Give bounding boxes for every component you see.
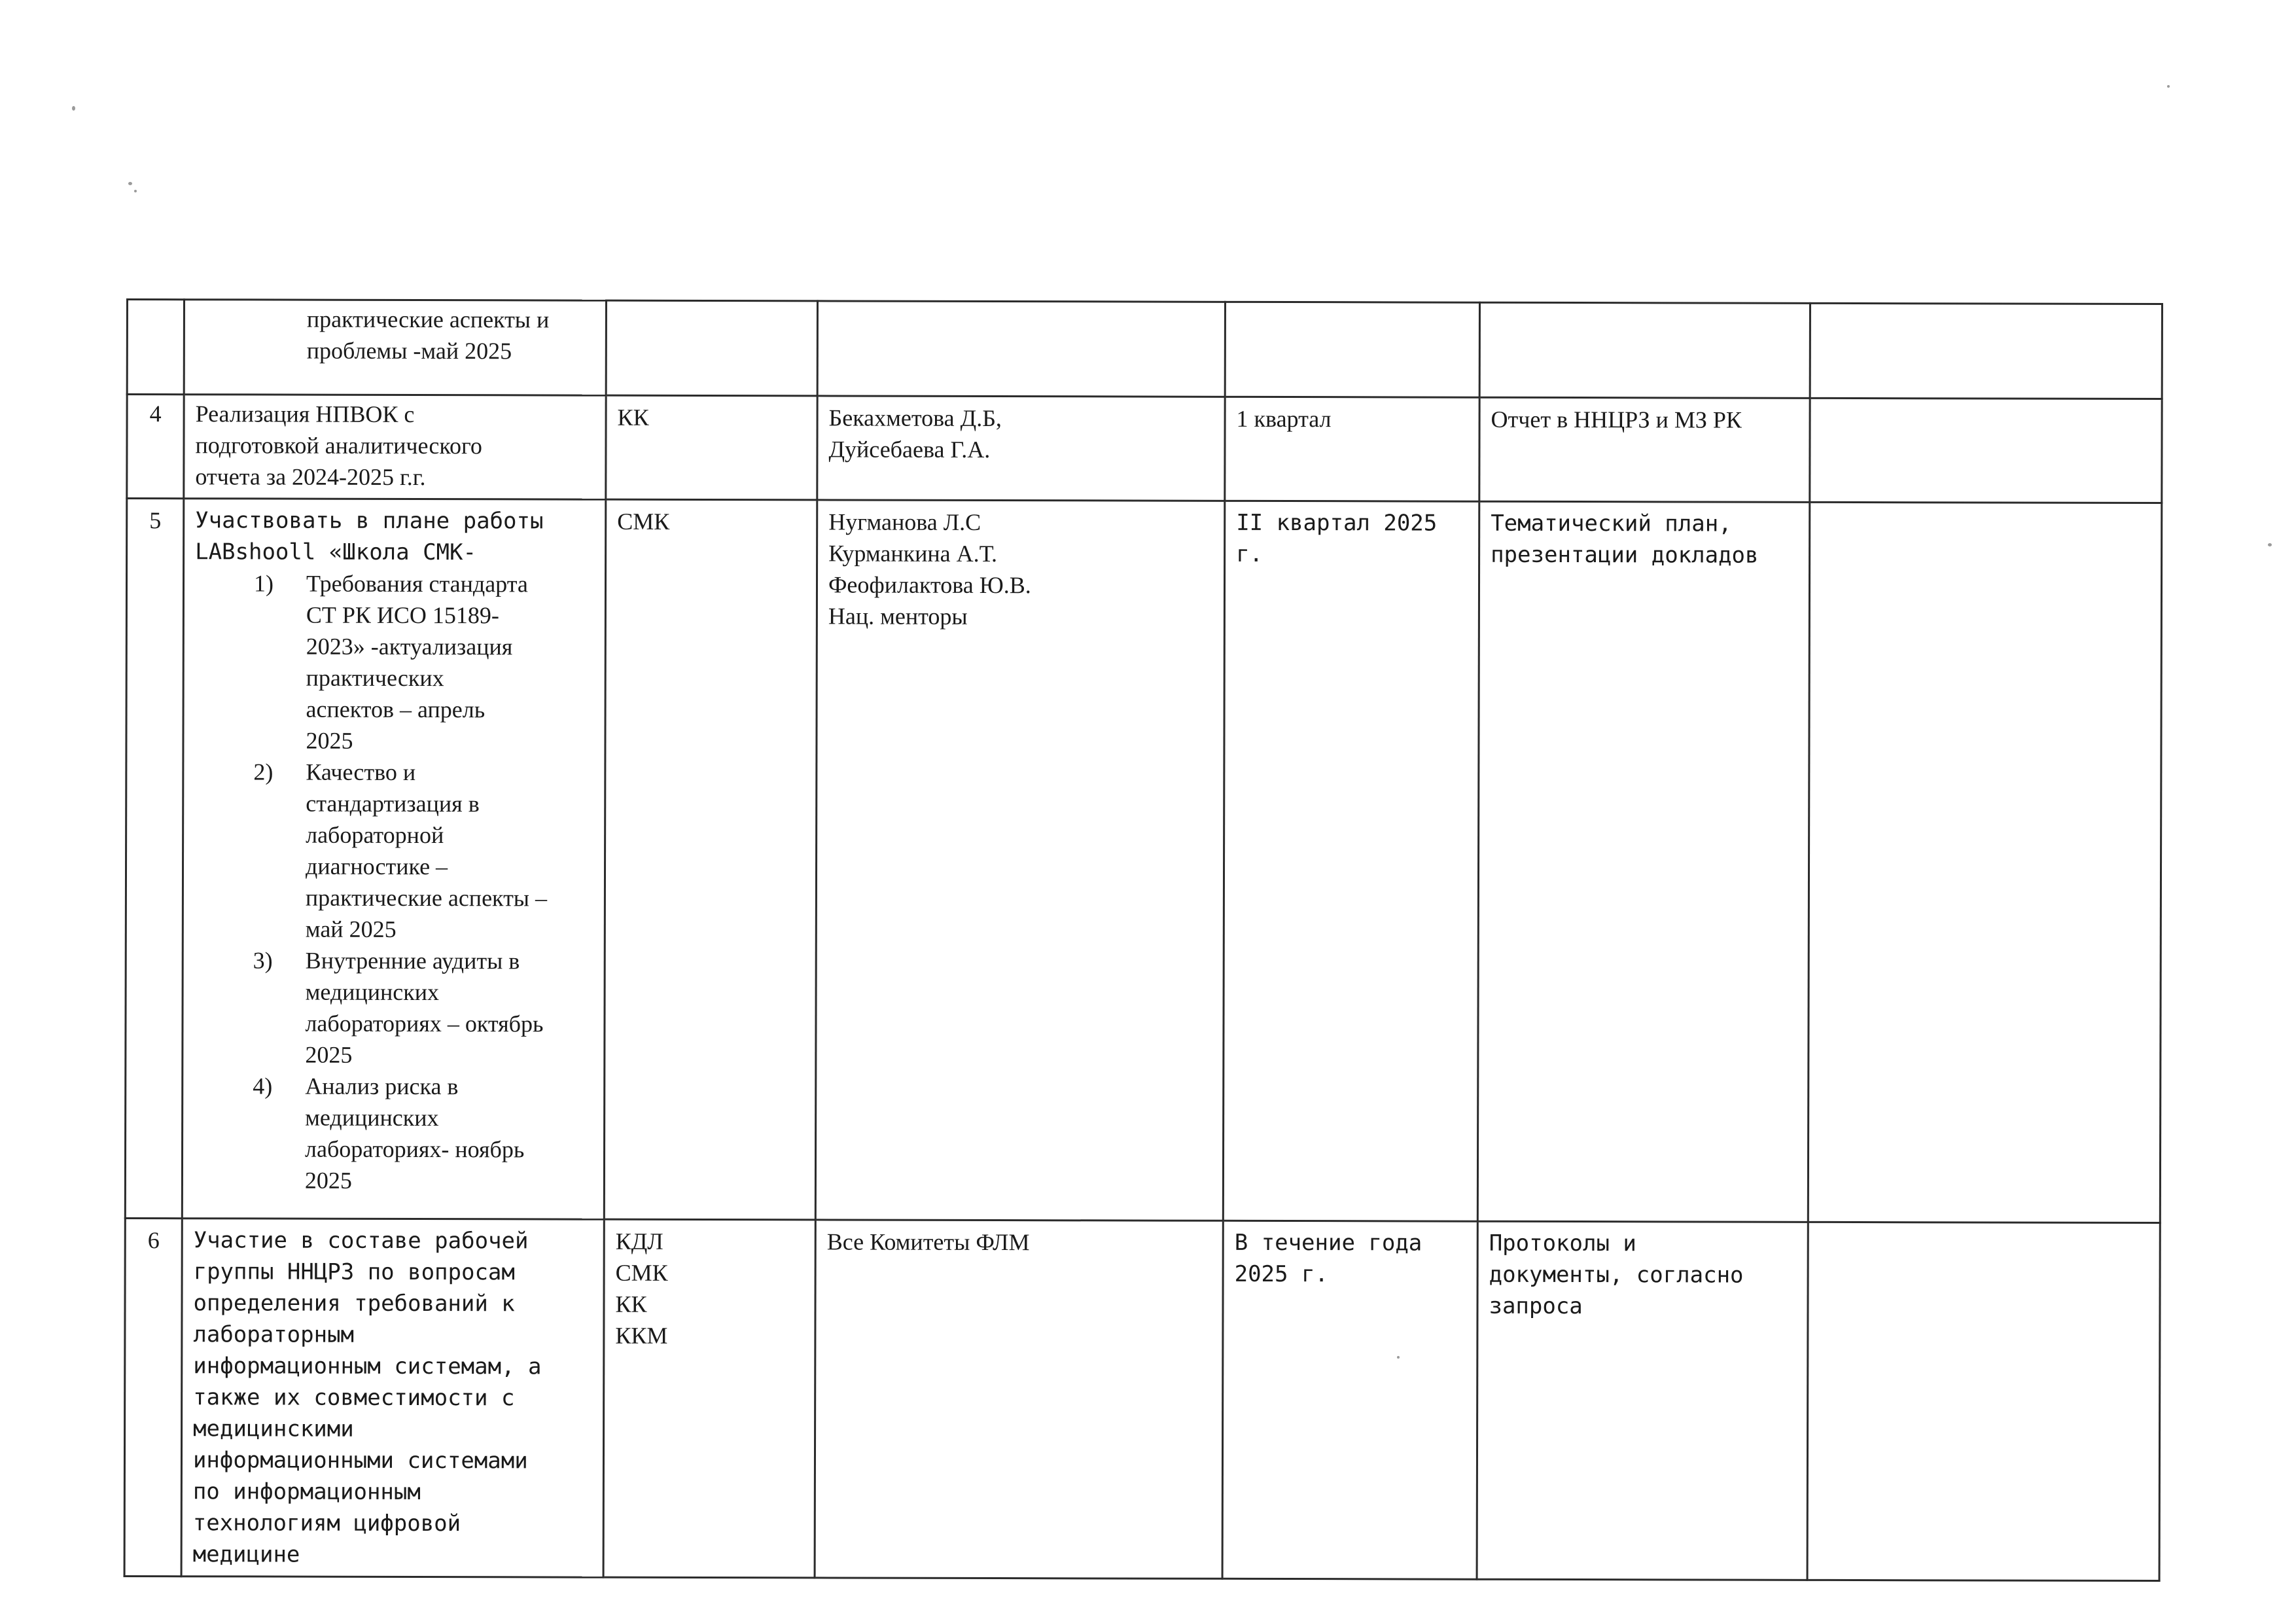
executor-name: Феофилактова Ю.В. <box>828 571 1031 599</box>
school-topics-list <box>194 567 594 1196</box>
executor-name: Курманкина А.Т. <box>828 540 998 567</box>
cell-num: 5 <box>125 499 183 1219</box>
event-text-line: практические аспекты и <box>306 306 550 333</box>
scan-speck <box>2268 543 2272 546</box>
list-item: 1) Требования стандарта СТ РК ИСО 15189- 2023» -актуализация практических аспектов – апрель 2025 <box>306 568 594 757</box>
cell-event: Участие в составе рабочей группы ННЦРЗ по вопросам определения требований к лабораторным информационным системам, а также их совместимости с медицинскими информационными системами по информационным технологиям цифровой медицине <box>181 1219 604 1577</box>
cell-responsible: СМК <box>604 499 817 1220</box>
work-plan-table <box>124 298 2163 1582</box>
executor-name: Дуйсебаева Г.А. <box>828 436 991 463</box>
cell-executors: Все Комитеты ФЛМ <box>815 1220 1223 1578</box>
cell-note <box>1807 1222 2160 1580</box>
cell-result: Тематический план, презентации докладов <box>1477 501 1809 1222</box>
cell-event <box>184 395 606 499</box>
cell-note <box>1810 398 2162 503</box>
event-text-line: Участвовать в плане работы <box>195 507 544 535</box>
table-row-continuation <box>127 300 2162 399</box>
cell-note <box>1808 502 2161 1222</box>
list-item: 2) Качество и стандартизация в лабораторной диагностике – практические аспекты – май 2025 <box>306 757 594 946</box>
table-row-5 <box>125 499 2161 1223</box>
cell-note <box>1810 303 2162 399</box>
cell-deadline: II квартал 2025 г. <box>1223 501 1479 1221</box>
event-text-line: LABshooll «Школа СМК- <box>195 539 477 566</box>
cell-event <box>182 499 605 1219</box>
list-marker: 1) <box>253 570 274 597</box>
event-text-line: отчета за 2024-2025 г.г. <box>195 463 426 491</box>
scan-speck <box>134 190 137 192</box>
executor-name: Нугманова Л.С <box>828 508 981 535</box>
cell-responsible <box>606 300 817 396</box>
cell-responsible: КДЛ СМК КК ККМ <box>603 1219 815 1578</box>
cell-num: 4 <box>127 395 184 499</box>
cell-num: 6 <box>124 1218 182 1576</box>
list-marker: 4) <box>253 1073 273 1099</box>
executor-name: Бекахметова Д.Б, <box>828 404 1002 432</box>
event-text-line: подготовкой аналитического <box>195 432 482 459</box>
table-row-6 <box>124 1218 2160 1580</box>
cell-result <box>1479 302 1810 398</box>
table-row-4 <box>127 395 2162 503</box>
list-marker: 2) <box>253 758 274 785</box>
cell-result: Отчет в ННЦРЗ и МЗ РК <box>1479 397 1810 502</box>
scan-speck <box>128 182 132 185</box>
cell-result: Протоколы и документы, согласно запроса <box>1477 1221 1808 1580</box>
list-item: 4) Анализ риска в медицинских лабораториях- ноябрь 2025 <box>305 1071 593 1197</box>
event-text-line: проблемы -май 2025 <box>306 337 512 365</box>
list-marker: 3) <box>253 947 273 974</box>
scan-speck <box>72 106 75 111</box>
cell-deadline <box>1225 302 1479 397</box>
cell-responsible: КК <box>606 395 817 500</box>
cell-executors <box>817 301 1225 397</box>
cell-executors <box>815 500 1224 1221</box>
cell-event <box>184 300 606 395</box>
executor-name: Нац. менторы <box>828 603 968 630</box>
scan-speck <box>2167 85 2170 88</box>
event-text-line: Реализация НПВОК с <box>195 401 415 427</box>
list-item: 3) Внутренние аудиты в медицинских лабораториях – октябрь 2025 <box>305 945 593 1071</box>
cell-deadline: 1 квартал <box>1225 397 1479 501</box>
cell-deadline: В течение года 2025 г. <box>1222 1221 1477 1579</box>
cell-executors <box>817 396 1225 501</box>
cell-num <box>127 300 184 395</box>
